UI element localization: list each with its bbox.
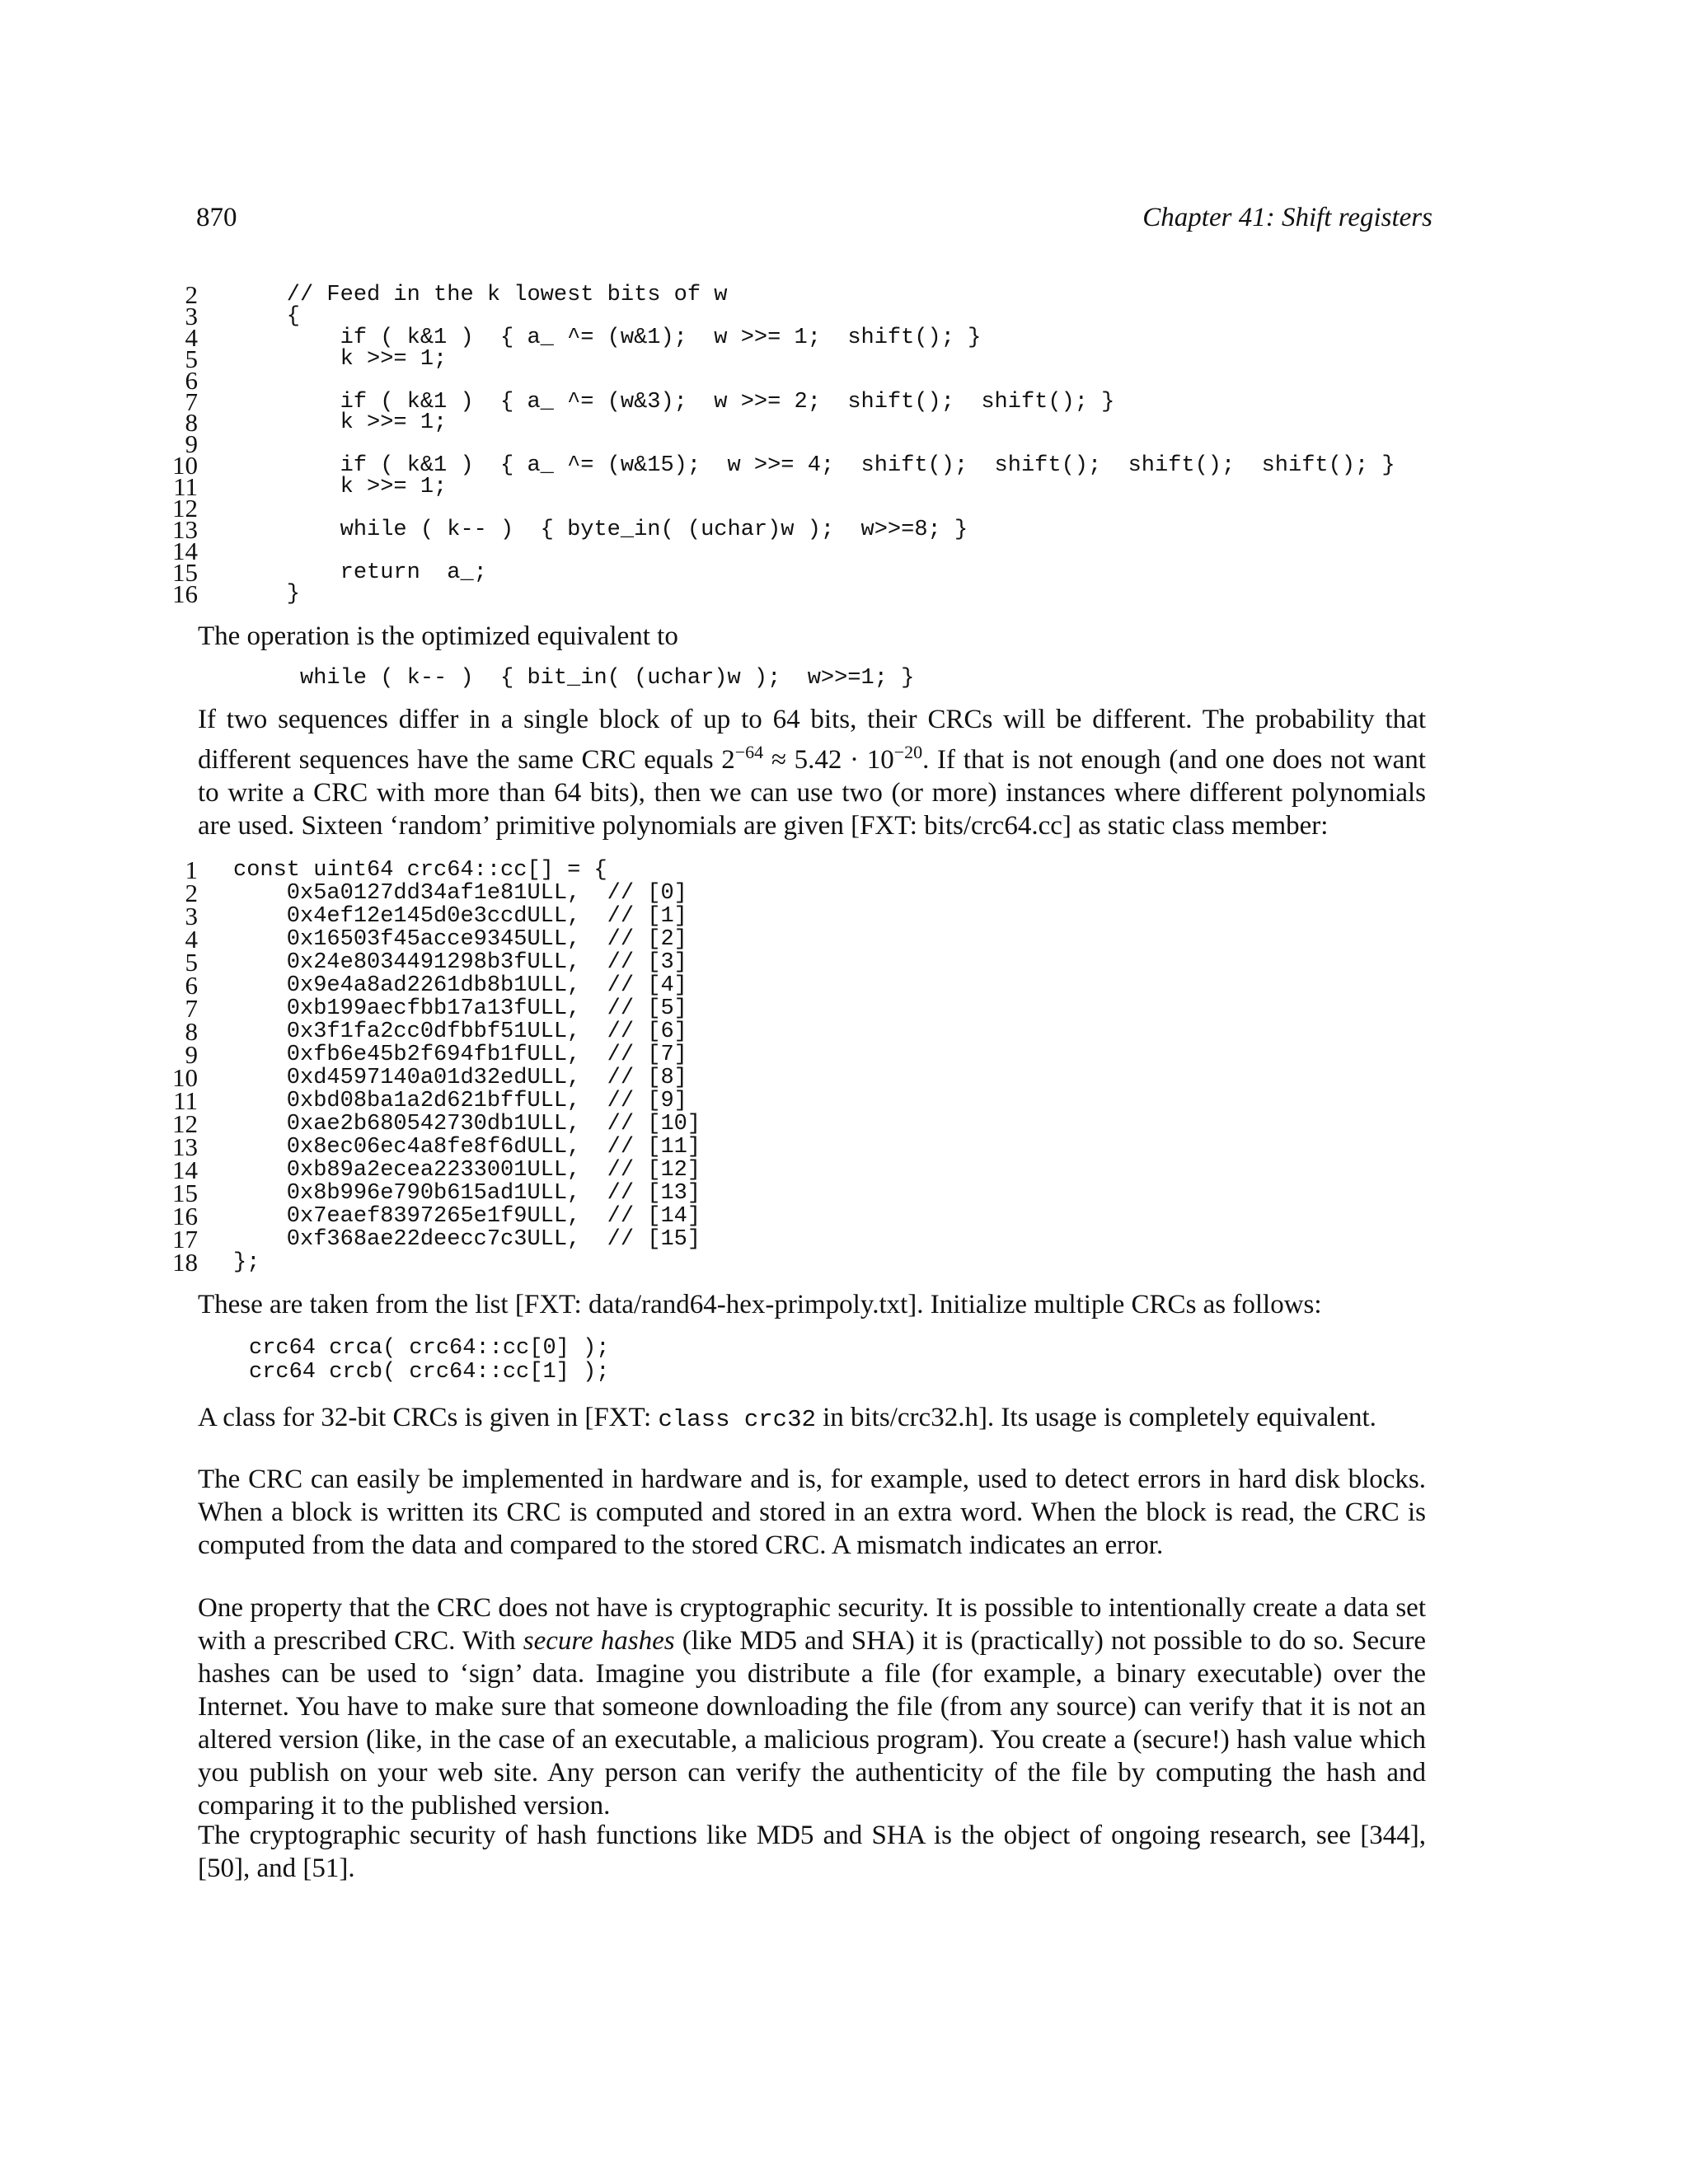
- line-number: 3: [185, 902, 198, 930]
- code-line: [0, 855, 1688, 884]
- code-text: 0xfb6e45b2f694fb1fULL, // [7]: [233, 1043, 687, 1067]
- code-text: 0x3f1fa2cc0dfbbf51ULL, // [6]: [233, 1019, 687, 1044]
- code-text: 0xb89a2ecea2233001ULL, // [12]: [233, 1158, 701, 1183]
- code-text: }: [233, 581, 301, 607]
- code-line: [0, 1225, 1688, 1254]
- code-line: [0, 494, 1688, 523]
- line-number: 10: [172, 451, 198, 480]
- line-number: 9: [185, 1040, 198, 1069]
- code-text: k >>= 1;: [233, 410, 448, 436]
- code-text: if ( k&1 ) { a_ ^= (w&3); w >>= 2; shift(); shift(); }: [233, 389, 1115, 415]
- code-line: [0, 1202, 1688, 1230]
- code-line: [0, 429, 1688, 459]
- paragraph-research: The cryptographic security of hash functions like MD5 and SHA is the object of ongoing research, see [344], [50], and [51].: [198, 1821, 1426, 1883]
- line-number: 16: [172, 1202, 198, 1230]
- paragraph-crc-probability: [198, 703, 1426, 842]
- code-line: [0, 536, 1688, 565]
- paragraph-operation: The operation is the optimized equivalent to: [198, 621, 678, 651]
- text: A class for 32-bit CRCs is given in [FXT:: [198, 1403, 659, 1432]
- inline-code-bit-in: while ( k-- ) { bit_in( (uchar)w ); w>>=1; }: [300, 666, 915, 691]
- code-text: 0x8b996e790b615ad1ULL, // [13]: [233, 1181, 701, 1206]
- code-line: [0, 879, 1688, 907]
- text: One property that the CRC does not have is cryptographic security. It is possible to intentionally create a data set with a prescribed CRC. With: [198, 1593, 1426, 1656]
- line-number: 8: [185, 1017, 198, 1046]
- code-text: 0x8ec06ec4a8fe8f6dULL, // [11]: [233, 1135, 701, 1160]
- code-line: [0, 579, 1688, 608]
- line-number: 14: [172, 1155, 198, 1184]
- inline-code: class crc32: [658, 1406, 816, 1433]
- text: in bits/crc32.h]. Its usage is completely equivalent.: [815, 1403, 1376, 1432]
- code-text: k >>= 1;: [233, 346, 448, 372]
- text: If two sequences differ in a single block of up to 64 bits, their CRCs will be different. The probability that different sequences have the same CRC equals 2: [198, 705, 1426, 775]
- text: ≈ 5.42 · 10: [763, 745, 894, 775]
- line-number: 18: [172, 1248, 198, 1277]
- text: (like MD5 and SHA) it is (practically) not possible to do so. Secure hashes can be used to ‘sign’ data. Imagine you distribute a file (for example, a binary executable) over the Internet. You have to make sure that someone downloading the file (from any source) can verify that it is not an altered version (like, in the case of an executable, a malicious program). You create a (secure!) hash value which you publish on your web site. Any person can verify the authenticity of the file by computing the hash and comparing it to the published version.: [198, 1626, 1426, 1821]
- code-line: [0, 451, 1688, 480]
- code-line: [0, 472, 1688, 502]
- code-text: 0x7eaef8397265e1f9ULL, // [14]: [233, 1204, 701, 1229]
- code-line: [0, 322, 1688, 352]
- line-number: 7: [185, 994, 198, 1023]
- code-line: [0, 280, 1688, 309]
- running-head: Chapter 41: Shift registers: [1142, 203, 1432, 232]
- paragraph-crc32: [198, 1401, 1426, 1436]
- code-text: {: [233, 303, 301, 329]
- code-line: [0, 1155, 1688, 1184]
- code-line: [0, 1063, 1688, 1092]
- code-text: 0x16503f45acce9345ULL, // [2]: [233, 927, 687, 952]
- code-line: [0, 1179, 1688, 1207]
- code-text: };: [233, 1250, 260, 1275]
- code-line: [0, 994, 1688, 1023]
- line-number: 8: [185, 408, 198, 438]
- code-line: [0, 365, 1688, 395]
- code-text: k >>= 1;: [233, 475, 448, 500]
- code-line: [0, 971, 1688, 1000]
- line-number: 5: [185, 948, 198, 977]
- line-number: 14: [172, 536, 198, 565]
- line-number: 5: [185, 344, 198, 373]
- code-text: 0x9e4a8ad2261db8b1ULL, // [4]: [233, 973, 687, 998]
- line-number: 6: [185, 971, 198, 1000]
- line-number: 13: [172, 1132, 198, 1161]
- code-line: [0, 925, 1688, 954]
- line-number: 12: [172, 494, 198, 523]
- code-line: [0, 514, 1688, 544]
- line-number: 3: [185, 301, 198, 330]
- inline-code-crca: crc64 crca( crc64::cc[0] );: [249, 1336, 610, 1361]
- line-number: 10: [172, 1063, 198, 1092]
- code-text: if ( k&1 ) { a_ ^= (w&15); w >>= 4; shift(); shift(); shift(); shift(); }: [233, 453, 1395, 479]
- line-number: 6: [185, 365, 198, 395]
- exponent: −64: [734, 742, 764, 762]
- paragraph-taken-from: These are taken from the list [FXT: data/rand64-hex-primpoly.txt]. Initialize multiple CRCs as follows:: [198, 1290, 1322, 1319]
- code-text: // Feed in the k lowest bits of w: [233, 283, 728, 307]
- code-text: while ( k-- ) { byte_in( (uchar)w ); w>>=8; }: [233, 517, 968, 542]
- code-text: 0xd4597140a01d32edULL, // [8]: [233, 1066, 687, 1090]
- code-text: 0x5a0127dd34af1e81ULL, // [0]: [233, 881, 687, 906]
- line-number: 2: [185, 879, 198, 907]
- code-text: 0xae2b680542730db1ULL, // [10]: [233, 1112, 701, 1137]
- line-number: 9: [185, 429, 198, 459]
- code-text: if ( k&1 ) { a_ ^= (w&1); w >>= 1; shift(); }: [233, 325, 982, 350]
- code-line: [0, 1017, 1688, 1046]
- line-number: 16: [172, 579, 198, 608]
- code-text: const uint64 crc64::cc[] = {: [233, 858, 607, 883]
- exponent: −20: [893, 742, 923, 762]
- code-line: [0, 344, 1688, 373]
- paragraph-security: [198, 1591, 1426, 1822]
- code-text: 0x24e8034491298b3fULL, // [3]: [233, 950, 687, 975]
- line-number: 11: [173, 472, 198, 502]
- line-number: 4: [185, 925, 198, 954]
- line-number: 15: [172, 557, 198, 587]
- code-text: 0x4ef12e145d0e3ccdULL, // [1]: [233, 904, 687, 929]
- code-line: [0, 948, 1688, 977]
- code-text: 0xbd08ba1a2d621bffULL, // [9]: [233, 1089, 687, 1113]
- code-line: [0, 408, 1688, 438]
- line-number: 12: [172, 1109, 198, 1138]
- line-number: 13: [172, 514, 198, 544]
- emphasis: secure hashes: [523, 1626, 675, 1656]
- code-line: [0, 557, 1688, 587]
- line-number: 2: [185, 280, 198, 309]
- code-line: [0, 387, 1688, 416]
- code-text: 0xb199aecfbb17a13fULL, // [5]: [233, 996, 687, 1021]
- code-line: [0, 1040, 1688, 1069]
- line-number: 11: [173, 1086, 198, 1115]
- code-text: 0xf368ae22deecc7c3ULL, // [15]: [233, 1227, 701, 1252]
- paragraph-hardware: The CRC can easily be implemented in hardware and is, for example, used to detect errors in hard disk blocks. When a block is written its CRC is computed and stored in an extra word. When the block is read, the CRC is computed from the data and compared to the stored CRC. A mismatch indicates an error.: [198, 1465, 1426, 1560]
- page-number: 870: [196, 203, 237, 232]
- line-number: 7: [185, 387, 198, 416]
- code-text: return a_;: [233, 560, 487, 585]
- code-line: [0, 1248, 1688, 1277]
- line-number: 4: [185, 322, 198, 352]
- code-line: [0, 1109, 1688, 1138]
- text: . If that is not enough (and one does not want to write a CRC with more than 64 bits), then we can use two (or more) instances where different polynomials are used. Sixteen ‘random’ primitive polynomials are given [FXT: bits/crc64.cc] as static class member:: [198, 745, 1426, 841]
- line-number: 1: [185, 855, 198, 884]
- line-number: 15: [172, 1179, 198, 1207]
- code-line: [0, 902, 1688, 930]
- code-line: [0, 1086, 1688, 1115]
- code-line: [0, 1132, 1688, 1161]
- code-line: [0, 301, 1688, 330]
- line-number: 17: [172, 1225, 198, 1254]
- inline-code-crcb: crc64 crcb( crc64::cc[1] );: [249, 1360, 610, 1385]
